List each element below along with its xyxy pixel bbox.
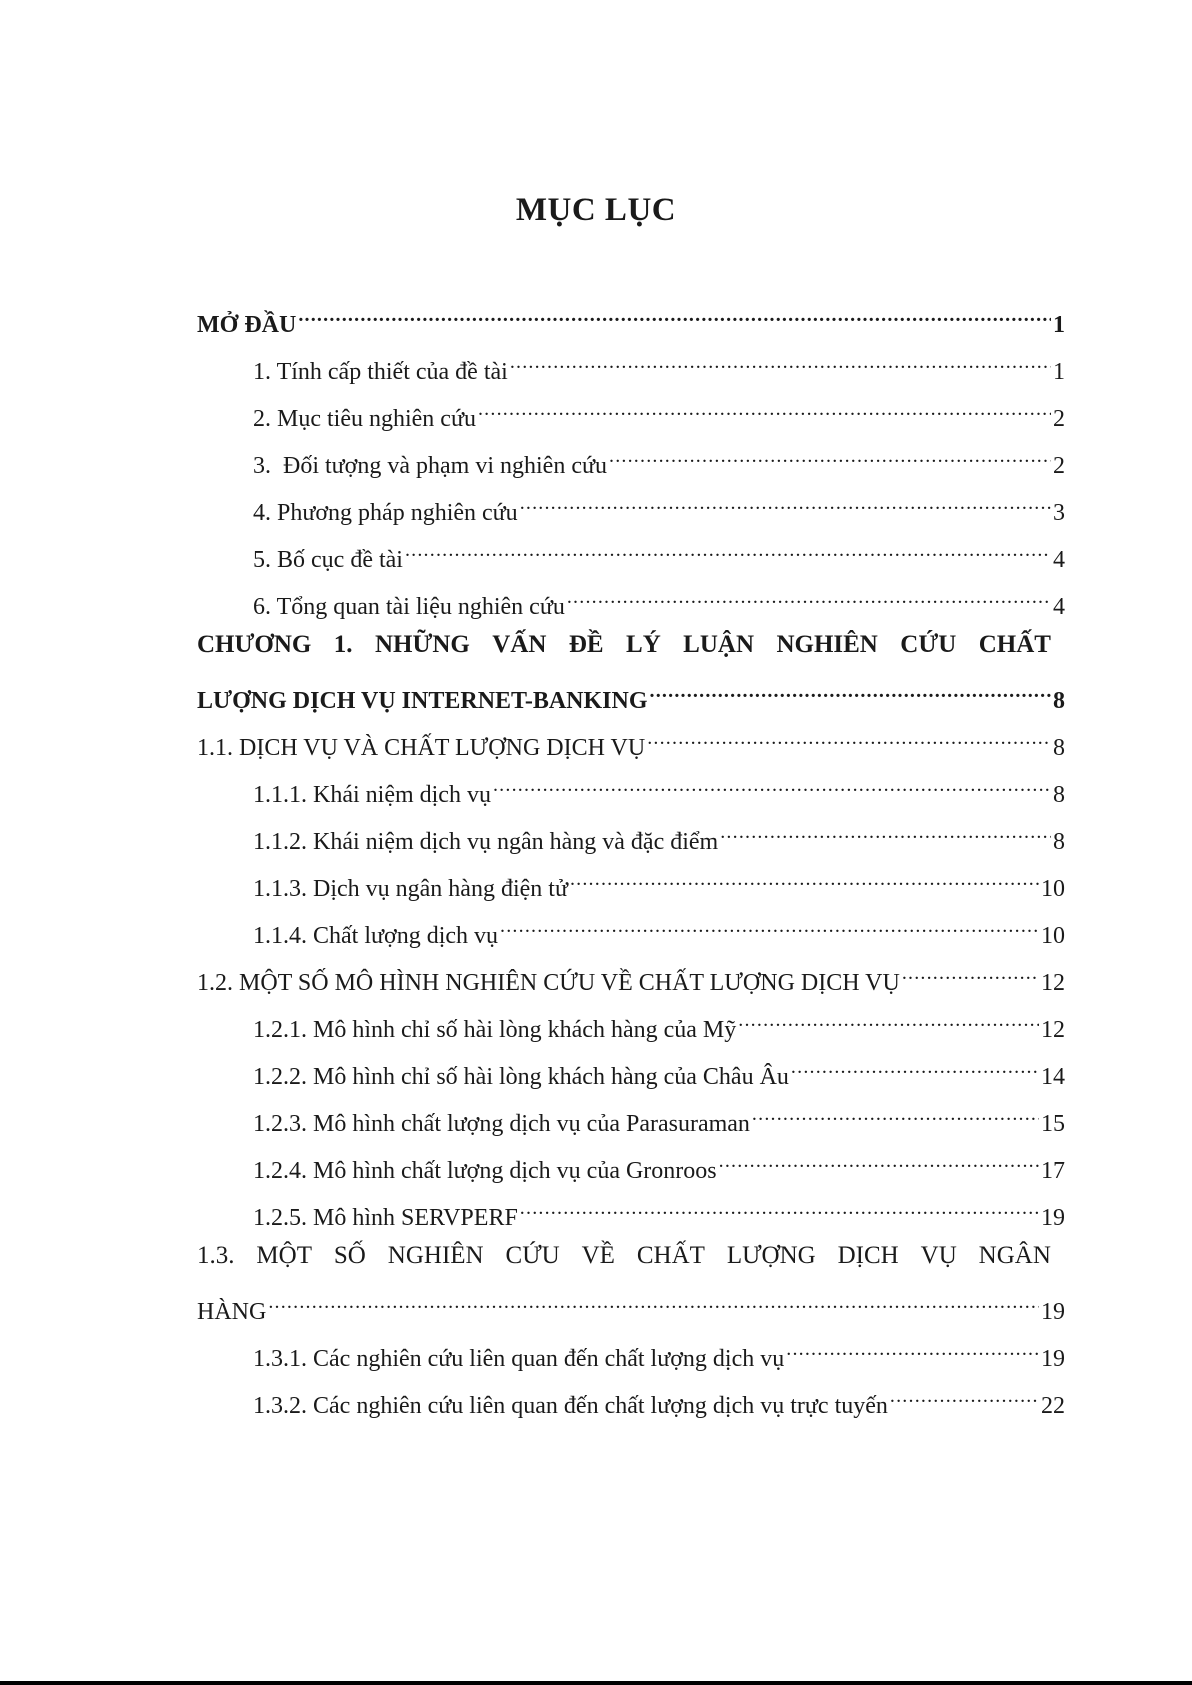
toc-entry[interactable] — [253, 817, 1065, 855]
toc-section-heading-line2[interactable] — [197, 1287, 1065, 1325]
toc-entry[interactable] — [253, 1381, 1065, 1419]
dot-leader — [570, 864, 1039, 896]
toc-entry[interactable] — [253, 394, 1065, 432]
toc-section-entry[interactable] — [197, 958, 1065, 996]
toc-entry-label: 1.3.2. Các nghiên cứu liên quan đến chất lượng dịch vụ trực tuyến — [253, 1393, 888, 1419]
heading-word: CỨU — [505, 1242, 560, 1269]
dot-leader — [738, 1005, 1039, 1037]
toc-chapter-heading-line2[interactable] — [197, 676, 1065, 714]
dot-leader — [890, 1381, 1039, 1413]
heading-word: LÝ — [626, 631, 661, 658]
toc-entry-page: 3 — [1053, 500, 1065, 526]
toc-entry-label: HÀNG — [197, 1299, 267, 1325]
dot-leader — [298, 300, 1051, 332]
dot-leader — [478, 394, 1051, 426]
dot-leader — [520, 488, 1051, 520]
toc-entry-label: 1.1.2. Khái niệm dịch vụ ngân hàng và đặc điểm — [253, 829, 719, 855]
toc-entry-page: 17 — [1041, 1158, 1065, 1184]
toc-entry-label: MỞ ĐẦU — [197, 312, 297, 338]
heading-word: ĐỀ — [568, 631, 604, 658]
toc-entry[interactable] — [253, 770, 1065, 808]
toc-entry[interactable] — [253, 1099, 1065, 1137]
heading-word: CHẤT — [978, 631, 1051, 658]
dot-leader — [520, 1193, 1039, 1225]
toc-entry-label: 1.2.2. Mô hình chỉ số hài lòng khách hàng của Châu Âu — [253, 1064, 789, 1090]
heading-word: CỨU — [900, 631, 957, 658]
heading-word: VỤ — [920, 1242, 957, 1269]
toc-entry[interactable] — [253, 1146, 1065, 1184]
heading-word: LƯỢNG — [726, 1242, 816, 1269]
toc-entry-page: 2 — [1053, 453, 1065, 479]
dot-leader — [567, 582, 1051, 614]
toc-entry[interactable] — [253, 1052, 1065, 1090]
heading-word: MỘT — [256, 1242, 312, 1269]
dot-leader — [791, 1052, 1039, 1084]
toc-entry-page: 15 — [1041, 1111, 1065, 1137]
toc-entry-label: LƯỢNG DỊCH VỤ INTERNET-BANKING — [197, 688, 648, 714]
toc-entry[interactable] — [253, 347, 1065, 385]
toc-entry-page: 10 — [1041, 923, 1065, 949]
toc-entry-page: 10 — [1041, 876, 1065, 902]
toc-entry-page: 2 — [1053, 406, 1065, 432]
toc-entry-label: 1. Tính cấp thiết của đề tài — [253, 359, 508, 385]
toc-entry-page: 12 — [1041, 1017, 1065, 1043]
toc-entry-label: 1.2.1. Mô hình chỉ số hài lòng khách hàng của Mỹ — [253, 1017, 737, 1043]
page-bottom-border — [0, 1681, 1192, 1685]
dot-leader — [500, 911, 1039, 943]
heading-word: NGHIÊN — [387, 1242, 484, 1269]
toc-entry[interactable] — [253, 1334, 1065, 1372]
toc-entry-page: 1 — [1053, 359, 1065, 385]
toc-entry-label: 1.3.1. Các nghiên cứu liên quan đến chất lượng dịch vụ — [253, 1346, 785, 1372]
toc-entry[interactable] — [253, 441, 1065, 479]
toc-entry[interactable] — [253, 911, 1065, 949]
toc-entry-label: 1.1. DỊCH VỤ VÀ CHẤT LƯỢNG DỊCH VỤ — [197, 735, 646, 761]
dot-leader — [786, 1334, 1039, 1366]
toc-entry-label: 4. Phương pháp nghiên cứu — [253, 500, 518, 526]
dot-leader — [405, 535, 1051, 567]
heading-word: NGHIÊN — [776, 631, 878, 658]
toc-section-entry[interactable] — [197, 723, 1065, 761]
dot-leader — [493, 770, 1051, 802]
toc-entry-page: 8 — [1053, 782, 1065, 808]
toc-entry-page: 19 — [1041, 1299, 1065, 1325]
heading-word: 1.3. — [197, 1242, 235, 1269]
toc-entry[interactable] — [253, 535, 1065, 573]
heading-word: SỐ — [333, 1242, 366, 1269]
dot-leader — [752, 1099, 1039, 1131]
toc-entry[interactable] — [253, 864, 1065, 902]
heading-word: LUẬN — [683, 631, 755, 658]
dot-leader — [647, 723, 1051, 755]
dot-leader — [268, 1287, 1039, 1319]
heading-word: CHƯƠNG — [197, 631, 312, 658]
toc-entry-label: 1.2.3. Mô hình chất lượng dịch vụ của Parasuraman — [253, 1111, 750, 1137]
toc-section-heading-line1[interactable] — [197, 1240, 1051, 1272]
toc-entry-page: 19 — [1041, 1346, 1065, 1372]
toc-entry-page: 12 — [1041, 970, 1065, 996]
heading-word: VẤN — [492, 631, 547, 658]
toc-entry-label: 1.2.4. Mô hình chất lượng dịch vụ của Gronroos — [253, 1158, 717, 1184]
heading-word: CHẤT — [636, 1242, 705, 1269]
toc-entry-page: 22 — [1041, 1393, 1065, 1419]
toc-entry-page: 4 — [1053, 594, 1065, 620]
dot-leader — [719, 1146, 1039, 1178]
toc-entry[interactable] — [253, 1193, 1065, 1231]
toc-entry-page: 19 — [1041, 1205, 1065, 1231]
toc-entry-label: 1.2. MỘT SỐ MÔ HÌNH NGHIÊN CỨU VỀ CHẤT LƯỢNG DỊCH VỤ — [197, 970, 900, 996]
toc-entry[interactable] — [253, 488, 1065, 526]
toc-entry[interactable] — [253, 582, 1065, 620]
heading-word: 1. — [333, 631, 353, 658]
heading-word: NHỮNG — [374, 631, 470, 658]
toc-entry-label: 3. Đối tượng và phạm vi nghiên cứu — [253, 453, 607, 479]
toc-entry-label: 5. Bố cục đề tài — [253, 547, 403, 573]
toc-entry[interactable] — [253, 1005, 1065, 1043]
toc-entry-page: 8 — [1053, 829, 1065, 855]
toc-chapter-heading-line1[interactable] — [197, 629, 1051, 661]
toc-entry-label: 1.1.3. Dịch vụ ngân hàng điện tử — [253, 876, 568, 902]
dot-leader — [609, 441, 1051, 473]
page-title: MỤC LỤC — [515, 192, 677, 228]
toc-entry-label: 1.2.5. Mô hình SERVPERF — [253, 1205, 518, 1231]
toc-entry-page: 1 — [1053, 312, 1065, 338]
dot-leader — [720, 817, 1051, 849]
heading-word: VỀ — [581, 1242, 615, 1269]
heading-word: NGÂN — [978, 1242, 1051, 1269]
toc-entry-page: 8 — [1053, 688, 1065, 714]
toc-entry-label: 1.1.1. Khái niệm dịch vụ — [253, 782, 491, 808]
toc-entry-mo-dau[interactable] — [197, 300, 1065, 338]
toc-entry-page: 4 — [1053, 547, 1065, 573]
toc-entry-label: 2. Mục tiêu nghiên cứu — [253, 406, 476, 432]
dot-leader — [650, 676, 1051, 708]
toc-entry-label: 6. Tổng quan tài liệu nghiên cứu — [253, 594, 565, 620]
dot-leader — [902, 958, 1039, 990]
toc-entry-label: 1.1.4. Chất lượng dịch vụ — [253, 923, 499, 949]
toc-entry-page: 14 — [1041, 1064, 1065, 1090]
heading-word: DỊCH — [837, 1242, 899, 1269]
toc-entry-page: 8 — [1053, 735, 1065, 761]
dot-leader — [510, 347, 1051, 379]
